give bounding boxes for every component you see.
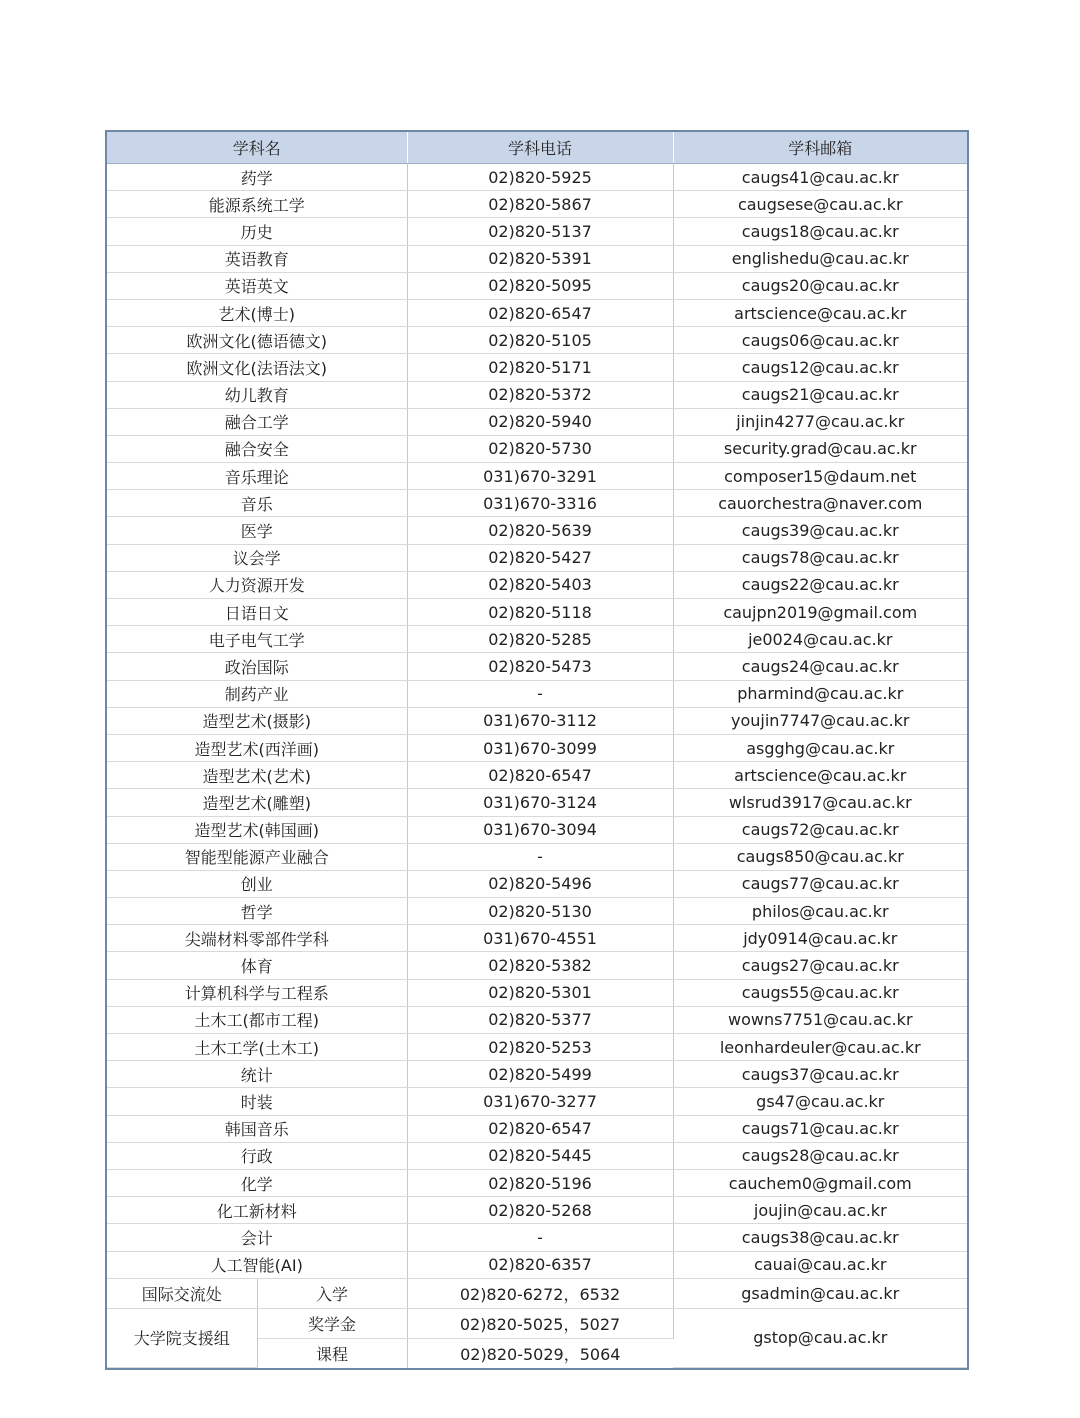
table-row: [107, 653, 967, 680]
department-name-cell: 欧洲文化(法语法文): [107, 354, 407, 381]
table-header-row: [107, 132, 967, 164]
department-email-cell: caugs06@cau.ac.kr: [673, 327, 967, 354]
department-email-cell: je0024@cau.ac.kr: [673, 626, 967, 653]
contact-table-sheet: [105, 130, 969, 1370]
department-phone-cell: 02)820-5137: [407, 218, 673, 245]
table-row: [107, 245, 967, 272]
department-name-cell: 造型艺术(艺术): [107, 762, 407, 789]
department-name-cell: 尖端材料零部件学科: [107, 925, 407, 952]
department-phone-cell: 031)670-3112: [407, 707, 673, 734]
department-email-cell: artscience@cau.ac.kr: [673, 762, 967, 789]
table-row: [107, 272, 967, 299]
table-row: [107, 599, 967, 626]
department-email-cell: asgghg@cau.ac.kr: [673, 734, 967, 761]
department-name-cell: 会计: [107, 1224, 407, 1251]
department-email-cell: pharmind@cau.ac.kr: [673, 680, 967, 707]
table-row: [107, 1142, 967, 1169]
department-name-cell: 欧洲文化(德语德文): [107, 327, 407, 354]
table-row: [107, 354, 967, 381]
department-email-cell: caugs12@cau.ac.kr: [673, 354, 967, 381]
department-name-cell: 化工新材料: [107, 1197, 407, 1224]
table-row: [107, 762, 967, 789]
department-name-cell: 音乐: [107, 490, 407, 517]
department-phone-cell: -: [407, 680, 673, 707]
department-phone-cell: 02)820-5499: [407, 1061, 673, 1088]
table-row: [107, 898, 967, 925]
department-name-cell: 融合安全: [107, 435, 407, 462]
department-phone-cell: 02)820-5105: [407, 327, 673, 354]
department-email-cell: cauchem0@gmail.com: [673, 1169, 967, 1196]
table-row: [107, 1169, 967, 1196]
table-row: [107, 843, 967, 870]
department-email-cell: caugs22@cau.ac.kr: [673, 571, 967, 598]
department-name-cell: 造型艺术(雕塑): [107, 789, 407, 816]
department-name-cell: 土木工学(土木工): [107, 1034, 407, 1061]
department-phone-cell: 02)820-5268: [407, 1197, 673, 1224]
table-row: [107, 1197, 967, 1224]
table-row: [107, 218, 967, 245]
department-phone-cell: 02)820-5427: [407, 544, 673, 571]
department-phone-cell: 031)670-3291: [407, 463, 673, 490]
table-row: [107, 571, 967, 598]
table-row: [107, 925, 967, 952]
department-name-cell: 英语教育: [107, 245, 407, 272]
department-contact-table: [107, 132, 967, 1368]
table-row: [107, 1034, 967, 1061]
table-row: [107, 707, 967, 734]
intl-office-name: 国际交流处: [107, 1278, 257, 1308]
department-name-cell: 电子电气工学: [107, 626, 407, 653]
department-phone-cell: 02)820-5285: [407, 626, 673, 653]
department-email-cell: caugs77@cau.ac.kr: [673, 870, 967, 897]
department-email-cell: englishedu@cau.ac.kr: [673, 245, 967, 272]
department-name-cell: 智能型能源产业融合: [107, 843, 407, 870]
table-row: [107, 381, 967, 408]
grad-support-email: gstop@cau.ac.kr: [673, 1308, 967, 1368]
department-name-cell: 历史: [107, 218, 407, 245]
department-email-cell: composer15@daum.net: [673, 463, 967, 490]
department-phone-cell: 02)820-6547: [407, 299, 673, 326]
department-email-cell: caugsese@cau.ac.kr: [673, 191, 967, 218]
department-email-cell: caugs850@cau.ac.kr: [673, 843, 967, 870]
department-name-cell: 时装: [107, 1088, 407, 1115]
department-email-cell: caugs28@cau.ac.kr: [673, 1142, 967, 1169]
department-email-cell: philos@cau.ac.kr: [673, 898, 967, 925]
department-phone-cell: 031)670-3124: [407, 789, 673, 816]
table-row: [107, 463, 967, 490]
department-phone-cell: 031)670-3099: [407, 734, 673, 761]
department-phone-cell: 031)670-3316: [407, 490, 673, 517]
department-phone-cell: 02)820-5130: [407, 898, 673, 925]
table-row: [107, 191, 967, 218]
department-email-cell: caugs41@cau.ac.kr: [673, 164, 967, 191]
department-email-cell: joujin@cau.ac.kr: [673, 1197, 967, 1224]
department-phone-cell: 02)820-5253: [407, 1034, 673, 1061]
table-row: [107, 435, 967, 462]
department-name-cell: 造型艺术(西洋画): [107, 734, 407, 761]
department-phone-cell: 031)670-3094: [407, 816, 673, 843]
table-row: [107, 1061, 967, 1088]
department-email-cell: youjin7747@cau.ac.kr: [673, 707, 967, 734]
department-phone-cell: 02)820-6547: [407, 762, 673, 789]
department-phone-cell: 02)820-5382: [407, 952, 673, 979]
department-phone-cell: -: [407, 843, 673, 870]
intl-office-sub: 入学: [257, 1278, 407, 1308]
department-name-cell: 艺术(博士): [107, 299, 407, 326]
department-email-cell: jinjin4277@cau.ac.kr: [673, 408, 967, 435]
department-email-cell: caugs72@cau.ac.kr: [673, 816, 967, 843]
department-email-cell: caugs20@cau.ac.kr: [673, 272, 967, 299]
table-row: [107, 1088, 967, 1115]
department-phone-cell: 02)820-5391: [407, 245, 673, 272]
table-row: [107, 544, 967, 571]
department-email-cell: gs47@cau.ac.kr: [673, 1088, 967, 1115]
department-phone-cell: 02)820-6547: [407, 1115, 673, 1142]
department-name-cell: 计算机科学与工程系: [107, 979, 407, 1006]
grad-support-name: 大学院支援组: [107, 1308, 257, 1368]
department-phone-cell: 02)820-5925: [407, 164, 673, 191]
table-body: [107, 164, 967, 1368]
department-name-cell: 幼儿教育: [107, 381, 407, 408]
table-row: [107, 517, 967, 544]
table-row: [107, 680, 967, 707]
department-name-cell: 哲学: [107, 898, 407, 925]
intl-office-phone: 02)820-6272，6532: [407, 1278, 673, 1308]
table-row: [107, 1006, 967, 1033]
grad-support-sub-course: 课程: [257, 1338, 407, 1368]
department-name-cell: 音乐理论: [107, 463, 407, 490]
header-department-email: 学科邮箱: [673, 132, 967, 164]
department-email-cell: cauai@cau.ac.kr: [673, 1251, 967, 1278]
department-email-cell: caugs78@cau.ac.kr: [673, 544, 967, 571]
department-name-cell: 政治国际: [107, 653, 407, 680]
table-row: [107, 952, 967, 979]
table-row: [107, 816, 967, 843]
department-email-cell: leonhardeuler@cau.ac.kr: [673, 1034, 967, 1061]
header-department-name: 学科名: [107, 132, 407, 164]
department-phone-cell: 02)820-5639: [407, 517, 673, 544]
department-phone-cell: 02)820-5730: [407, 435, 673, 462]
grad-support-row-scholarship: [107, 1308, 967, 1338]
department-phone-cell: 02)820-5372: [407, 381, 673, 408]
table-row: [107, 789, 967, 816]
table-row: [107, 734, 967, 761]
table-row: [107, 490, 967, 517]
department-email-cell: caugs71@cau.ac.kr: [673, 1115, 967, 1142]
table-row: [107, 299, 967, 326]
department-email-cell: caujpn2019@gmail.com: [673, 599, 967, 626]
department-name-cell: 融合工学: [107, 408, 407, 435]
table-row: [107, 164, 967, 191]
table-row: [107, 408, 967, 435]
department-email-cell: security.grad@cau.ac.kr: [673, 435, 967, 462]
department-email-cell: caugs27@cau.ac.kr: [673, 952, 967, 979]
department-name-cell: 人力资源开发: [107, 571, 407, 598]
department-name-cell: 医学: [107, 517, 407, 544]
department-phone-cell: 02)820-5377: [407, 1006, 673, 1033]
department-name-cell: 英语英文: [107, 272, 407, 299]
table-row: [107, 327, 967, 354]
department-name-cell: 造型艺术(韩国画): [107, 816, 407, 843]
table-row: [107, 870, 967, 897]
intl-office-row: [107, 1278, 967, 1308]
department-name-cell: 韩国音乐: [107, 1115, 407, 1142]
department-name-cell: 体育: [107, 952, 407, 979]
department-email-cell: caugs24@cau.ac.kr: [673, 653, 967, 680]
department-phone-cell: 02)820-5867: [407, 191, 673, 218]
department-phone-cell: 031)670-4551: [407, 925, 673, 952]
department-name-cell: 议会学: [107, 544, 407, 571]
department-name-cell: 行政: [107, 1142, 407, 1169]
department-name-cell: 能源系统工学: [107, 191, 407, 218]
table-row: [107, 1251, 967, 1278]
intl-office-email: gsadmin@cau.ac.kr: [673, 1278, 967, 1308]
department-phone-cell: 02)820-5301: [407, 979, 673, 1006]
department-name-cell: 人工智能(AI): [107, 1251, 407, 1278]
department-name-cell: 药学: [107, 164, 407, 191]
department-name-cell: 创业: [107, 870, 407, 897]
department-phone-cell: -: [407, 1224, 673, 1251]
department-email-cell: wlsrud3917@cau.ac.kr: [673, 789, 967, 816]
grad-support-phone-scholarship: 02)820-5025，5027: [407, 1308, 673, 1338]
department-name-cell: 日语日文: [107, 599, 407, 626]
department-name-cell: 制药产业: [107, 680, 407, 707]
department-phone-cell: 02)820-5118: [407, 599, 673, 626]
department-email-cell: jdy0914@cau.ac.kr: [673, 925, 967, 952]
department-email-cell: caugs37@cau.ac.kr: [673, 1061, 967, 1088]
department-name-cell: 统计: [107, 1061, 407, 1088]
department-phone-cell: 02)820-5496: [407, 870, 673, 897]
department-name-cell: 土木工(都市工程): [107, 1006, 407, 1033]
department-phone-cell: 02)820-5196: [407, 1169, 673, 1196]
grad-support-phone-course: 02)820-5029，5064: [460, 1344, 621, 1364]
table-row: [107, 1115, 967, 1142]
department-email-cell: cauorchestra@naver.com: [673, 490, 967, 517]
department-phone-cell: 02)820-5473: [407, 653, 673, 680]
department-email-cell: wowns7751@cau.ac.kr: [673, 1006, 967, 1033]
department-phone-cell: 02)820-5095: [407, 272, 673, 299]
department-name-cell: 造型艺术(摄影): [107, 707, 407, 734]
department-phone-cell: 02)820-5940: [407, 408, 673, 435]
department-email-cell: artscience@cau.ac.kr: [673, 299, 967, 326]
table-row: [107, 979, 967, 1006]
table-row: [107, 1224, 967, 1251]
department-phone-cell: 02)820-5445: [407, 1142, 673, 1169]
header-department-phone: 学科电话: [407, 132, 673, 164]
department-phone-cell: 031)670-3277: [407, 1088, 673, 1115]
department-phone-cell: 02)820-5171: [407, 354, 673, 381]
department-phone-cell: 02)820-5403: [407, 571, 673, 598]
department-phone-cell: 02)820-6357: [407, 1251, 673, 1278]
table-row: [107, 626, 967, 653]
department-email-cell: caugs18@cau.ac.kr: [673, 218, 967, 245]
department-email-cell: caugs38@cau.ac.kr: [673, 1224, 967, 1251]
department-email-cell: caugs21@cau.ac.kr: [673, 381, 967, 408]
department-email-cell: caugs39@cau.ac.kr: [673, 517, 967, 544]
department-name-cell: 化学: [107, 1169, 407, 1196]
grad-support-sub-scholarship: 奖学金: [257, 1308, 407, 1338]
department-email-cell: caugs55@cau.ac.kr: [673, 979, 967, 1006]
